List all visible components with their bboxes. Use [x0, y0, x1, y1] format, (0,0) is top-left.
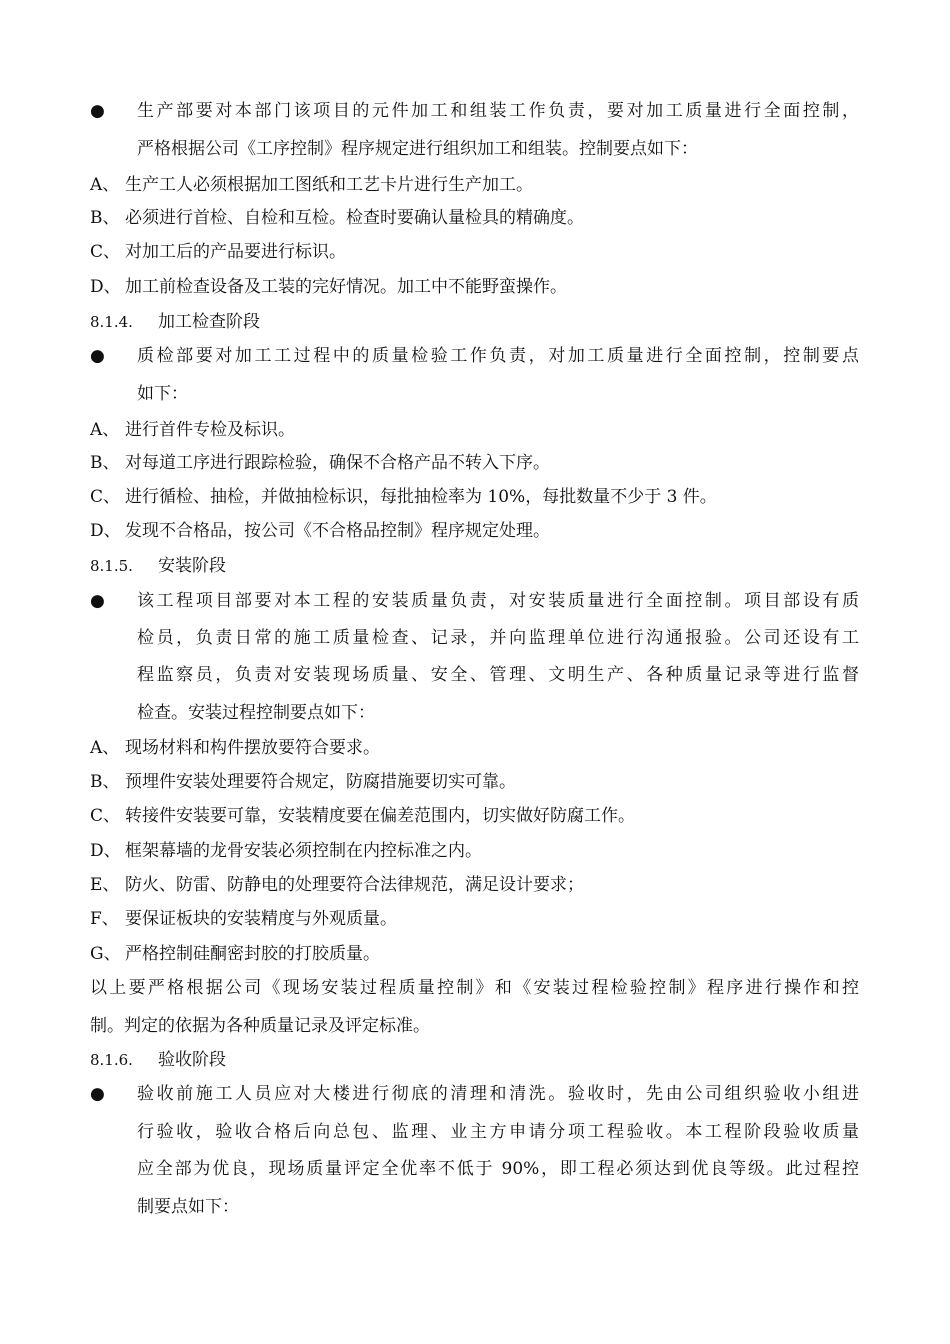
- list-item-label: A、: [90, 738, 120, 758]
- section-title: 加工检查阶段: [158, 312, 260, 332]
- section-number: 8.1.5.: [90, 557, 133, 575]
- list-item-text: 要保证板块的安装精度与外观质量。: [125, 909, 397, 929]
- bullet-paragraph-line: 生产部要对本部门该项目的元件加工和组装工作负责，要对加工质量进行全面控制，: [137, 101, 859, 121]
- paragraph-line: 制。判定的依据为各种质量记录及评定标准。: [90, 1016, 430, 1036]
- list-item-label: F、: [90, 909, 119, 929]
- bullet-paragraph-line: 验收前施工人员应对大楼进行彻底的清理和清洗。验收时，先由公司组织验收小组进: [137, 1084, 859, 1104]
- bullet-icon: ●: [90, 346, 105, 366]
- section-title: 安装阶段: [158, 556, 226, 576]
- list-item-label: C、: [90, 242, 121, 262]
- bullet-paragraph-line: 程监察员，负责对安装现场质量、安全、管理、文明生产、各种质量记录等进行监督: [137, 665, 859, 685]
- bullet-paragraph-line: 制要点如下：: [137, 1197, 239, 1217]
- bullet-paragraph-line: 应全部为优良，现场质量评定全优率不低于 90%，即工程必须达到优良等级。此过程控: [137, 1159, 859, 1179]
- list-item-label: C、: [90, 806, 121, 826]
- list-item-text: 框架幕墙的龙骨安装必须控制在内控标准之内。: [125, 841, 482, 861]
- list-item-label: C、: [90, 487, 121, 507]
- list-item-text: 进行循检、抽检，并做抽检标识，每批抽检率为 10%，每批数量不少于 3 件。: [125, 487, 717, 507]
- list-item-text: 生产工人必须根据加工图纸和工艺卡片进行生产加工。: [125, 175, 533, 195]
- list-item-label: A、: [90, 175, 120, 195]
- list-item-label: D、: [90, 521, 121, 541]
- list-item-label: B、: [90, 453, 120, 473]
- list-item-text: 对每道工序进行跟踪检验，确保不合格产品不转入下序。: [125, 453, 550, 473]
- list-item-text: 防火、防雷、防静电的处理要符合法律规范，满足设计要求；: [125, 875, 584, 895]
- bullet-paragraph-line: 检查。安装过程控制要点如下：: [137, 703, 375, 723]
- list-item-text: 必须进行首检、自检和互检。检查时要确认量检具的精确度。: [125, 208, 584, 228]
- list-item-label: B、: [90, 772, 120, 792]
- bullet-paragraph-line: 该工程项目部要对本工程的安装质量负责，对安装质量进行全面控制。项目部设有质: [137, 591, 859, 611]
- bullet-icon: ●: [90, 101, 105, 121]
- bullet-paragraph-line: 检员，负责日常的施工质量检查、记录，并向监理单位进行沟通报验。公司还设有工: [137, 628, 859, 648]
- bullet-paragraph-line: 质检部要对加工工过程中的质量检验工作负责，对加工质量进行全面控制，控制要点: [137, 346, 859, 366]
- bullet-icon: ●: [90, 1084, 105, 1104]
- section-number: 8.1.6.: [90, 1051, 133, 1069]
- list-item-label: D、: [90, 841, 121, 861]
- list-item-label: E、: [90, 875, 120, 895]
- list-item-text: 现场材料和构件摆放要符合要求。: [125, 738, 380, 758]
- list-item-text: 转接件安装要可靠，安装精度要在偏差范围内，切实做好防腐工作。: [125, 806, 635, 826]
- list-item-text: 对加工后的产品要进行标识。: [125, 242, 346, 262]
- section-title: 验收阶段: [158, 1050, 226, 1070]
- list-item-label: G、: [90, 944, 121, 964]
- bullet-icon: ●: [90, 591, 105, 611]
- bullet-paragraph-line: 行验收，验收合格后向总包、监理、业主方申请分项工程验收。本工程阶段验收质量: [137, 1122, 859, 1142]
- bullet-paragraph-line: 严格根据公司《工序控制》程序规定进行组织加工和组装。控制要点如下：: [137, 139, 698, 159]
- list-item-text: 严格控制硅酮密封胶的打胶质量。: [125, 944, 380, 964]
- list-item-label: A、: [90, 420, 120, 440]
- bullet-paragraph-line: 如下：: [137, 384, 188, 404]
- list-item-text: 进行首件专检及标识。: [125, 420, 295, 440]
- list-item-text: 发现不合格品，按公司《不合格品控制》程序规定处理。: [125, 521, 550, 541]
- section-number: 8.1.4.: [90, 313, 133, 331]
- list-item-text: 加工前检查设备及工装的完好情况。加工中不能野蛮操作。: [125, 277, 567, 297]
- paragraph-line: 以上要严格根据公司《现场安装过程质量控制》和《安装过程检验控制》程序进行操作和控: [90, 978, 859, 998]
- list-item-label: D、: [90, 277, 121, 297]
- list-item-text: 预埋件安装处理要符合规定，防腐措施要切实可靠。: [125, 772, 516, 792]
- list-item-label: B、: [90, 208, 120, 228]
